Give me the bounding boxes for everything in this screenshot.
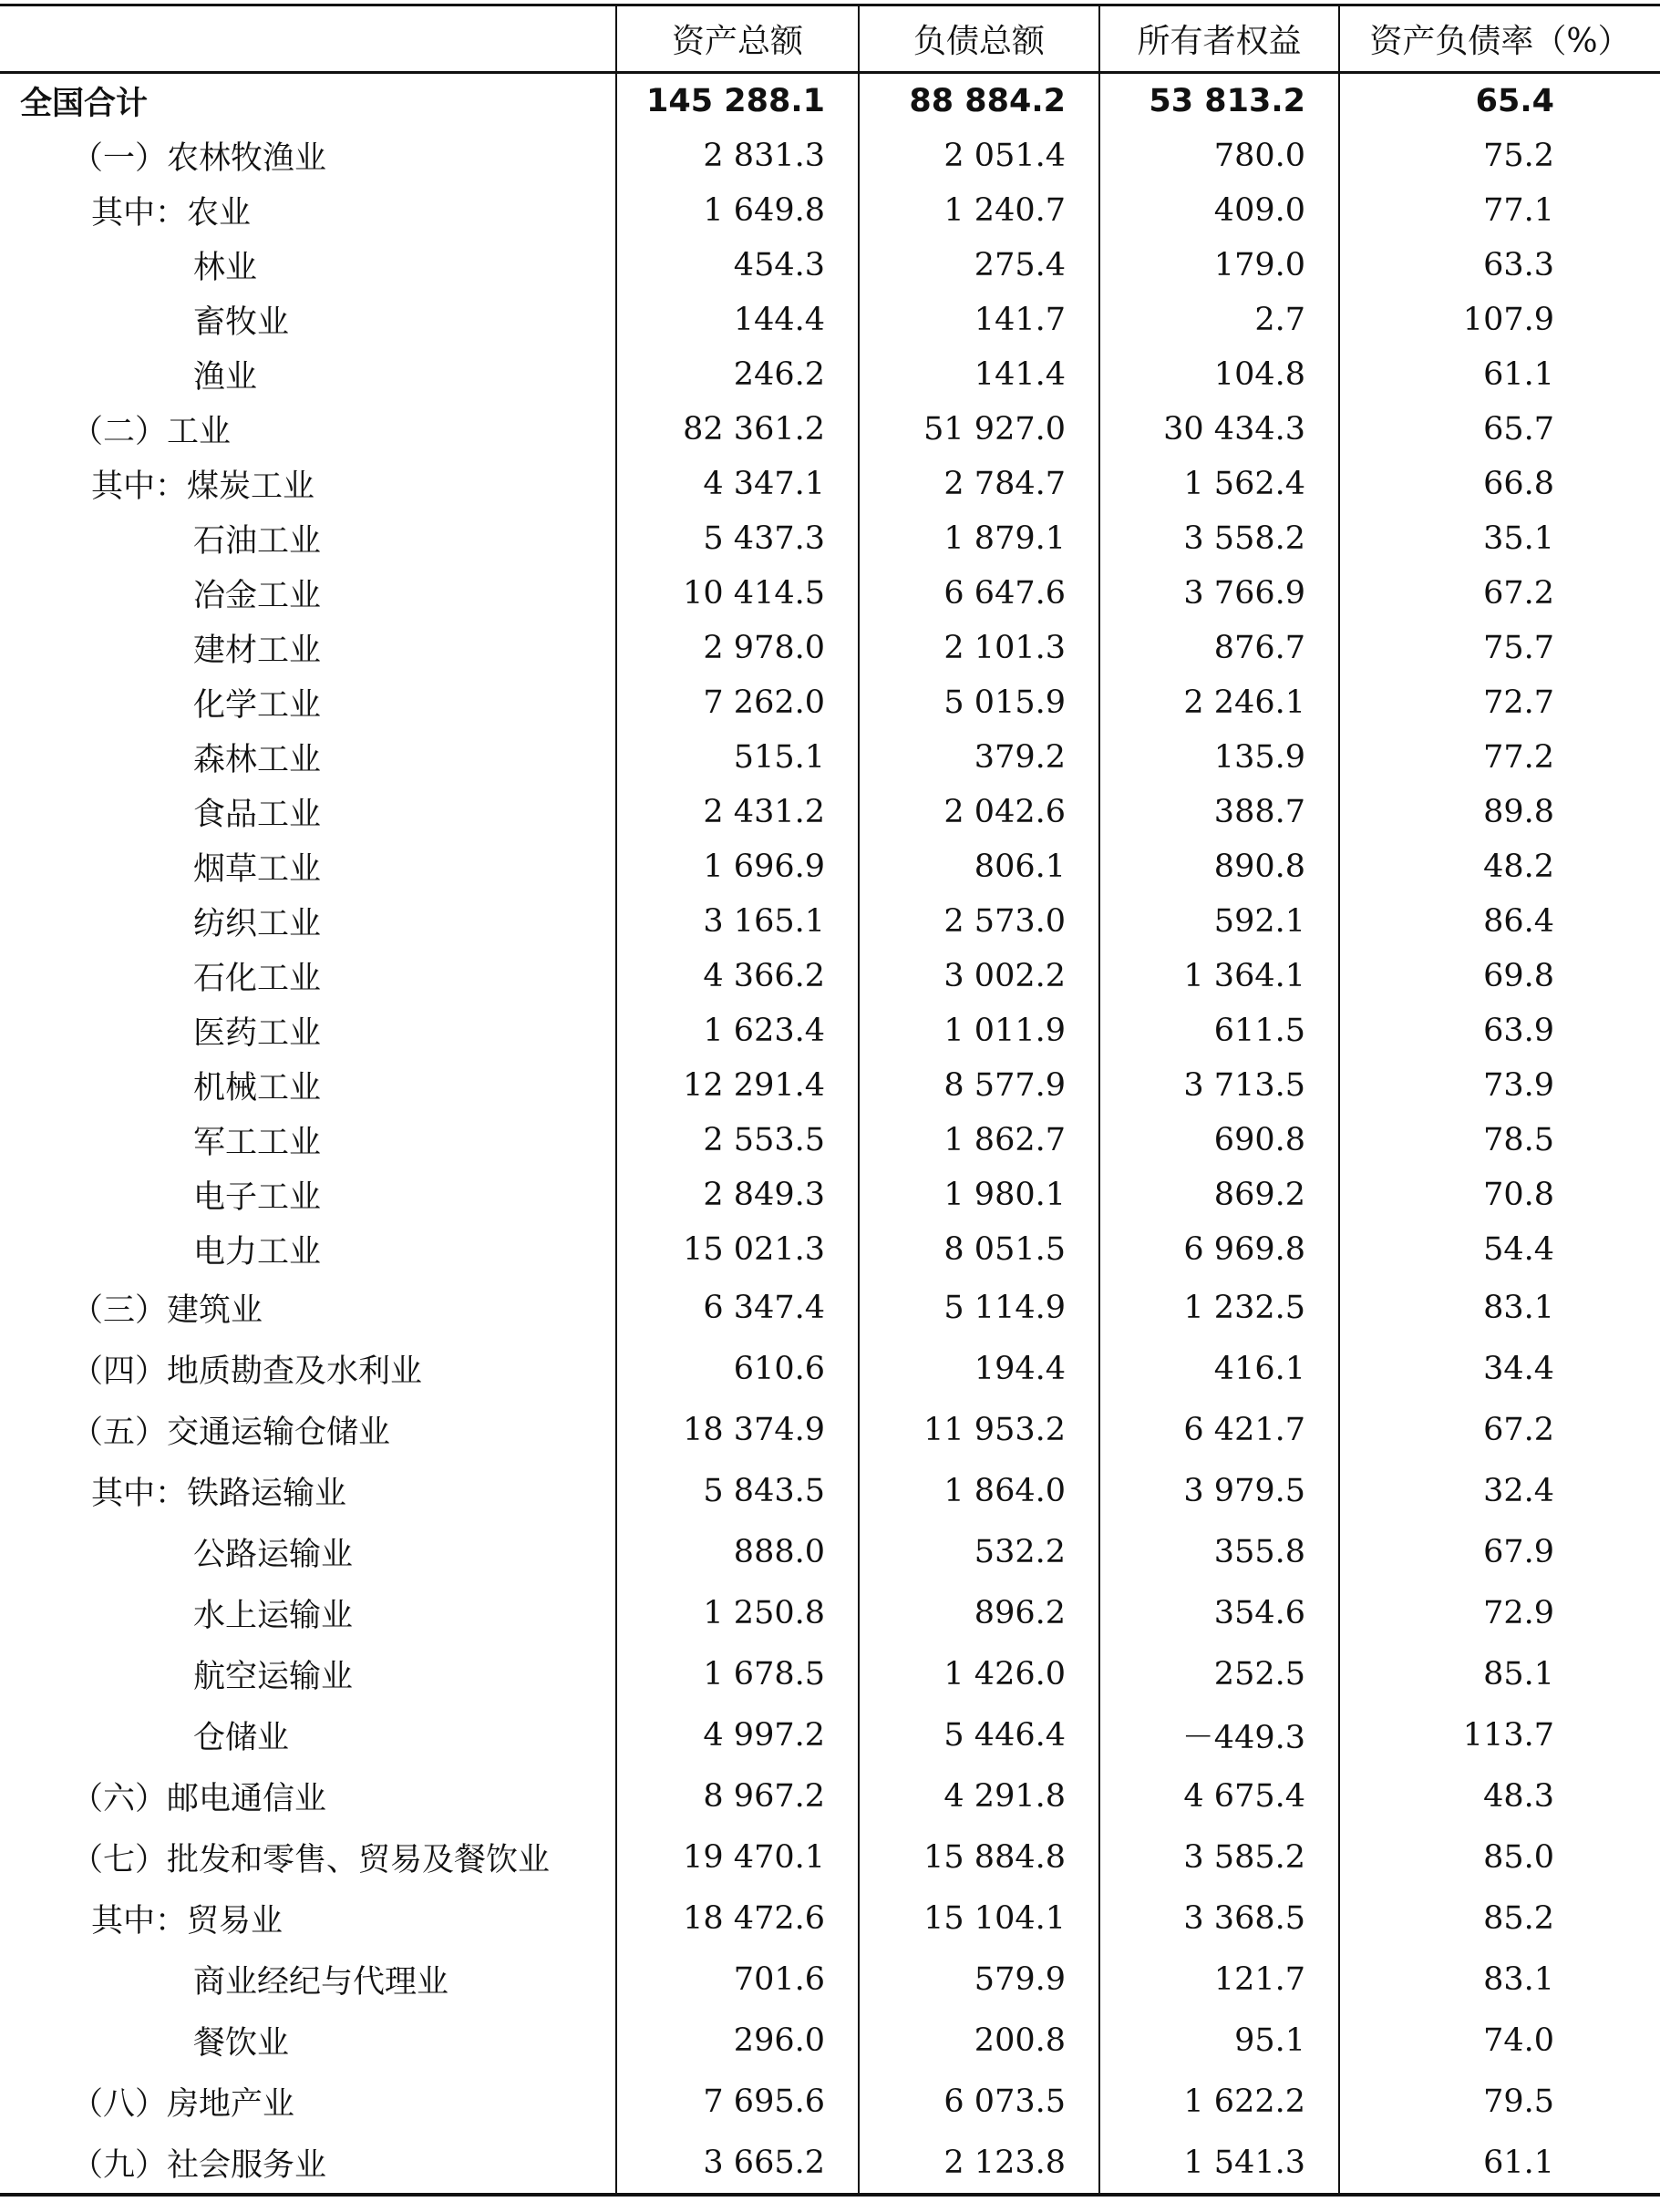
table-row (0, 2132, 1660, 2195)
cell-total-liabilities: 1 011.9 (859, 1003, 1099, 1058)
cell-debt-ratio: 75.2 (1339, 129, 1660, 183)
table-row (0, 949, 1660, 1003)
cell-total-assets: 1 696.9 (616, 839, 859, 894)
table-header (0, 5, 1660, 73)
row-label: 畜牧业 (193, 304, 290, 341)
row-label: 医药工业 (193, 1015, 322, 1052)
cell-debt-ratio: 85.1 (1339, 1643, 1660, 1704)
cell-owners-equity: 3 558.2 (1099, 511, 1339, 566)
table-row (0, 621, 1660, 675)
cell-debt-ratio: 65.7 (1339, 402, 1660, 457)
cell-total-assets: 3 665.2 (616, 2132, 859, 2195)
cell-debt-ratio: 85.2 (1339, 1888, 1660, 1949)
table-row (0, 1765, 1660, 1826)
cell-owners-equity: 4 675.4 (1099, 1765, 1339, 1826)
row-label: 全国合计 (20, 86, 149, 122)
row-label: 冶金工业 (193, 578, 322, 614)
cell-debt-ratio: 73.9 (1339, 1058, 1660, 1113)
cell-owners-equity: 388.7 (1099, 785, 1339, 839)
row-label: 烟草工业 (193, 851, 322, 888)
cell-owners-equity: 1 232.5 (1099, 1277, 1339, 1338)
cell-total-liabilities: 6 073.5 (859, 2071, 1099, 2132)
cell-total-liabilities: 2 042.6 (859, 785, 1099, 839)
cell-total-liabilities: 141.4 (859, 347, 1099, 402)
table-row (0, 1338, 1660, 1399)
cell-debt-ratio: 79.5 (1339, 2071, 1660, 2132)
cell-debt-ratio: 35.1 (1339, 511, 1660, 566)
cell-debt-ratio: 67.9 (1339, 1521, 1660, 1582)
cell-total-liabilities: 1 879.1 (859, 511, 1099, 566)
cell-total-assets: 2 553.5 (616, 1113, 859, 1168)
table-row (0, 73, 1660, 129)
row-label: （八）房地产业 (71, 2085, 295, 2123)
cell-total-liabilities: 896.2 (859, 1582, 1099, 1643)
cell-total-assets: 5 843.5 (616, 1460, 859, 1521)
row-label: 建材工业 (193, 633, 322, 669)
table-row (0, 511, 1660, 566)
cell-total-liabilities: 8 051.5 (859, 1222, 1099, 1277)
cell-total-liabilities: 15 884.8 (859, 1826, 1099, 1888)
cell-owners-equity: 3 368.5 (1099, 1888, 1339, 1949)
row-label: 化学工业 (193, 687, 322, 724)
cell-debt-ratio: 77.1 (1339, 183, 1660, 238)
cell-debt-ratio: 86.4 (1339, 894, 1660, 949)
row-label: 石油工业 (193, 523, 322, 560)
cell-total-assets: 7 262.0 (616, 675, 859, 730)
cell-owners-equity: 135.9 (1099, 730, 1339, 785)
cell-debt-ratio: 83.1 (1339, 1949, 1660, 2010)
cell-owners-equity: 121.7 (1099, 1949, 1339, 2010)
cell-debt-ratio: 72.7 (1339, 675, 1660, 730)
row-label: （四）地质勘查及水利业 (71, 1353, 423, 1390)
table-row (0, 457, 1660, 511)
cell-total-assets: 4 366.2 (616, 949, 859, 1003)
cell-total-assets: 515.1 (616, 730, 859, 785)
cell-total-liabilities: 275.4 (859, 238, 1099, 293)
cell-total-liabilities: 2 051.4 (859, 129, 1099, 183)
cell-total-liabilities: 11 953.2 (859, 1399, 1099, 1460)
cell-total-assets: 15 021.3 (616, 1222, 859, 1277)
table-row (0, 566, 1660, 621)
cell-total-liabilities: 2 784.7 (859, 457, 1099, 511)
table-row (0, 730, 1660, 785)
table-row (0, 1399, 1660, 1460)
cell-total-assets: 7 695.6 (616, 2071, 859, 2132)
cell-debt-ratio: 65.4 (1339, 73, 1660, 129)
cell-debt-ratio: 67.2 (1339, 1399, 1660, 1460)
cell-total-liabilities: 15 104.1 (859, 1888, 1099, 1949)
cell-debt-ratio: 113.7 (1339, 1704, 1660, 1765)
cell-debt-ratio: 77.2 (1339, 730, 1660, 785)
cell-total-assets: 19 470.1 (616, 1826, 859, 1888)
table-row (0, 1826, 1660, 1888)
cell-owners-equity: 780.0 (1099, 129, 1339, 183)
row-label: 渔业 (193, 359, 258, 396)
row-label: （九）社会服务业 (0, 2132, 616, 2195)
cell-total-liabilities: 6 647.6 (859, 566, 1099, 621)
cell-debt-ratio: 54.4 (1339, 1222, 1660, 1277)
table-row (0, 1643, 1660, 1704)
cell-total-liabilities: 194.4 (859, 1338, 1099, 1399)
row-label: （二）工业 (71, 414, 232, 450)
cell-owners-equity: 3 766.9 (1099, 566, 1339, 621)
cell-debt-ratio: 69.8 (1339, 949, 1660, 1003)
row-label: 机械工业 (193, 1070, 322, 1106)
cell-total-liabilities: 8 577.9 (859, 1058, 1099, 1113)
cell-owners-equity: 2.7 (1099, 293, 1339, 347)
table-row (0, 1521, 1660, 1582)
cell-debt-ratio: 66.8 (1339, 457, 1660, 511)
cell-total-assets: 82 361.2 (616, 402, 859, 457)
cell-owners-equity: 690.8 (1099, 1113, 1339, 1168)
table-row (0, 1058, 1660, 1113)
cell-owners-equity: 3 979.5 (1099, 1460, 1339, 1521)
cell-total-assets: 18 374.9 (616, 1399, 859, 1460)
cell-owners-equity: 890.8 (1099, 839, 1339, 894)
row-label: （七）批发和零售、贸易及餐饮业 (71, 1841, 551, 1878)
row-label: 其中：煤炭工业 (91, 468, 315, 505)
table-row (0, 238, 1660, 293)
cell-total-assets: 10 414.5 (616, 566, 859, 621)
cell-total-assets: 18 472.6 (616, 1888, 859, 1949)
cell-owners-equity: 2 246.1 (1099, 675, 1339, 730)
cell-debt-ratio: 63.3 (1339, 238, 1660, 293)
header-category (0, 5, 616, 73)
table-row (0, 1222, 1660, 1277)
cell-debt-ratio: 107.9 (1339, 293, 1660, 347)
row-label: 林业 (193, 250, 258, 286)
cell-debt-ratio: 48.3 (1339, 1765, 1660, 1826)
cell-total-liabilities: 141.7 (859, 293, 1099, 347)
row-label: 公路运输业 (193, 1536, 354, 1573)
cell-debt-ratio: 32.4 (1339, 1460, 1660, 1521)
table-row (0, 1460, 1660, 1521)
cell-total-liabilities: 5 015.9 (859, 675, 1099, 730)
row-label: （五）交通运输仓储业 (71, 1414, 391, 1451)
cell-total-liabilities: 2 573.0 (859, 894, 1099, 949)
cell-owners-equity: 876.7 (1099, 621, 1339, 675)
table-row (0, 1168, 1660, 1222)
cell-owners-equity: 1 622.2 (1099, 2071, 1339, 2132)
row-label: 航空运输业 (193, 1658, 354, 1695)
cell-total-liabilities: 806.1 (859, 839, 1099, 894)
cell-owners-equity: 30 434.3 (1099, 402, 1339, 457)
header-owners-equity: 所有者权益 (1099, 5, 1339, 73)
cell-total-liabilities: 532.2 (859, 1521, 1099, 1582)
table-row (0, 785, 1660, 839)
table-row (0, 1704, 1660, 1765)
row-label: 水上运输业 (193, 1597, 354, 1634)
table-row (0, 402, 1660, 457)
row-label: 石化工业 (193, 961, 322, 997)
cell-debt-ratio: 72.9 (1339, 1582, 1660, 1643)
cell-total-assets: 1 250.8 (616, 1582, 859, 1643)
cell-total-liabilities: 1 240.7 (859, 183, 1099, 238)
cell-owners-equity: 6 421.7 (1099, 1399, 1339, 1460)
cell-debt-ratio: 74.0 (1339, 2010, 1660, 2071)
cell-debt-ratio: 48.2 (1339, 839, 1660, 894)
cell-total-liabilities: 3 002.2 (859, 949, 1099, 1003)
cell-total-assets: 246.2 (616, 347, 859, 402)
cell-total-assets: 144.4 (616, 293, 859, 347)
table-body (0, 73, 1660, 2196)
cell-total-liabilities: 379.2 (859, 730, 1099, 785)
cell-total-liabilities: 2 101.3 (859, 621, 1099, 675)
row-label: 电子工业 (193, 1179, 322, 1216)
cell-debt-ratio: 34.4 (1339, 1338, 1660, 1399)
cell-total-assets: 4 347.1 (616, 457, 859, 511)
header-debt-ratio: 资产负债率（%） (1339, 5, 1660, 73)
row-label: 其中：贸易业 (91, 1902, 284, 1939)
table-row (0, 1582, 1660, 1643)
cell-owners-equity: 869.2 (1099, 1168, 1339, 1222)
cell-debt-ratio: 61.1 (1339, 347, 1660, 402)
cell-debt-ratio: 63.9 (1339, 1003, 1660, 1058)
row-label: 电力工业 (193, 1234, 322, 1271)
cell-total-liabilities: 200.8 (859, 2010, 1099, 2071)
cell-owners-equity: －449.3 (1099, 1704, 1339, 1765)
table-row (0, 675, 1660, 730)
cell-debt-ratio: 61.1 (1339, 2132, 1660, 2195)
table-row (0, 2071, 1660, 2132)
balance-sheet-table-container (0, 4, 1660, 2197)
row-label: 其中：农业 (91, 195, 252, 231)
cell-total-liabilities: 2 123.8 (859, 2132, 1099, 2195)
cell-total-liabilities: 5 114.9 (859, 1277, 1099, 1338)
cell-owners-equity: 179.0 (1099, 238, 1339, 293)
cell-total-assets: 1 623.4 (616, 1003, 859, 1058)
table-row (0, 293, 1660, 347)
cell-owners-equity: 611.5 (1099, 1003, 1339, 1058)
cell-total-assets: 145 288.1 (616, 73, 859, 129)
cell-total-assets: 888.0 (616, 1521, 859, 1582)
cell-total-liabilities: 88 884.2 (859, 73, 1099, 129)
cell-owners-equity: 416.1 (1099, 1338, 1339, 1399)
cell-total-assets: 8 967.2 (616, 1765, 859, 1826)
row-label: 纺织工业 (193, 906, 322, 942)
header-row (0, 5, 1660, 73)
cell-owners-equity: 1 562.4 (1099, 457, 1339, 511)
cell-total-assets: 2 849.3 (616, 1168, 859, 1222)
cell-owners-equity: 1 541.3 (1099, 2132, 1339, 2195)
cell-owners-equity: 95.1 (1099, 2010, 1339, 2071)
cell-owners-equity: 252.5 (1099, 1643, 1339, 1704)
cell-owners-equity: 355.8 (1099, 1521, 1339, 1582)
cell-total-liabilities: 1 980.1 (859, 1168, 1099, 1222)
cell-total-assets: 3 165.1 (616, 894, 859, 949)
header-total-assets: 资产总额 (616, 5, 859, 73)
cell-total-assets: 1 678.5 (616, 1643, 859, 1704)
cell-owners-equity: 53 813.2 (1099, 73, 1339, 129)
table-row (0, 183, 1660, 238)
header-total-liabilities: 负债总额 (859, 5, 1099, 73)
cell-debt-ratio: 67.2 (1339, 566, 1660, 621)
table-row (0, 1113, 1660, 1168)
table-row (0, 1949, 1660, 2010)
row-label: 森林工业 (193, 742, 322, 778)
cell-debt-ratio: 70.8 (1339, 1168, 1660, 1222)
cell-total-assets: 610.6 (616, 1338, 859, 1399)
cell-total-liabilities: 51 927.0 (859, 402, 1099, 457)
table-row (0, 839, 1660, 894)
row-label: 其中：铁路运输业 (91, 1475, 347, 1512)
cell-total-assets: 5 437.3 (616, 511, 859, 566)
cell-owners-equity: 104.8 (1099, 347, 1339, 402)
table-row (0, 1277, 1660, 1338)
cell-owners-equity: 6 969.8 (1099, 1222, 1339, 1277)
cell-total-assets: 454.3 (616, 238, 859, 293)
table-row (0, 1003, 1660, 1058)
table-row (0, 1888, 1660, 1949)
cell-total-liabilities: 579.9 (859, 1949, 1099, 2010)
cell-debt-ratio: 75.7 (1339, 621, 1660, 675)
cell-total-liabilities: 1 862.7 (859, 1113, 1099, 1168)
cell-total-assets: 2 978.0 (616, 621, 859, 675)
cell-total-assets: 2 431.2 (616, 785, 859, 839)
row-label: 军工工业 (193, 1125, 322, 1161)
row-label: 餐饮业 (193, 2024, 290, 2062)
cell-owners-equity: 409.0 (1099, 183, 1339, 238)
cell-debt-ratio: 78.5 (1339, 1113, 1660, 1168)
cell-total-liabilities: 4 291.8 (859, 1765, 1099, 1826)
row-label: 商业经纪与代理业 (193, 1963, 449, 2001)
cell-total-liabilities: 1 864.0 (859, 1460, 1099, 1521)
cell-total-assets: 1 649.8 (616, 183, 859, 238)
row-label: （三）建筑业 (71, 1291, 263, 1329)
cell-debt-ratio: 83.1 (1339, 1277, 1660, 1338)
cell-total-assets: 4 997.2 (616, 1704, 859, 1765)
cell-debt-ratio: 85.0 (1339, 1826, 1660, 1888)
row-label: （一）农林牧渔业 (71, 140, 327, 177)
table-row (0, 347, 1660, 402)
table-row (0, 2010, 1660, 2071)
cell-owners-equity: 1 364.1 (1099, 949, 1339, 1003)
cell-total-assets: 6 347.4 (616, 1277, 859, 1338)
table-row (0, 129, 1660, 183)
table-row (0, 894, 1660, 949)
cell-owners-equity: 592.1 (1099, 894, 1339, 949)
row-label: 仓储业 (193, 1719, 290, 1756)
cell-total-assets: 2 831.3 (616, 129, 859, 183)
cell-owners-equity: 3 585.2 (1099, 1826, 1339, 1888)
cell-total-assets: 296.0 (616, 2010, 859, 2071)
cell-debt-ratio: 89.8 (1339, 785, 1660, 839)
cell-total-assets: 701.6 (616, 1949, 859, 2010)
cell-total-liabilities: 5 446.4 (859, 1704, 1099, 1765)
cell-total-liabilities: 1 426.0 (859, 1643, 1099, 1704)
cell-owners-equity: 354.6 (1099, 1582, 1339, 1643)
row-label: 食品工业 (193, 797, 322, 833)
cell-owners-equity: 3 713.5 (1099, 1058, 1339, 1113)
cell-total-assets: 12 291.4 (616, 1058, 859, 1113)
balance-sheet-table (0, 4, 1660, 2197)
row-label: （六）邮电通信业 (71, 1780, 327, 1817)
